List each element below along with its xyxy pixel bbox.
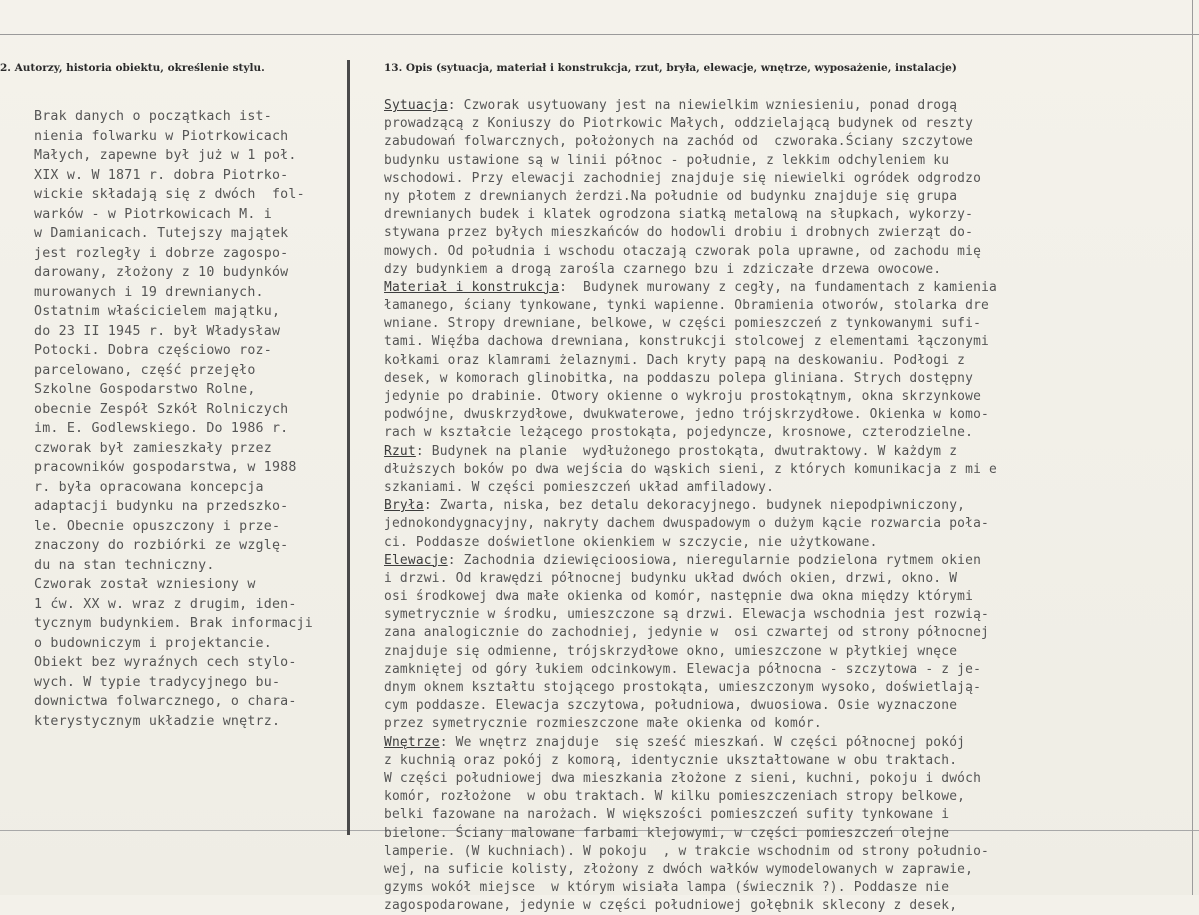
description-line	[384, 152, 997, 170]
description-line	[384, 606, 997, 624]
description-line	[384, 588, 997, 606]
description-text: przez symetrycznie rozmieszczone małe okienka od komór.	[384, 716, 822, 732]
description-line	[384, 243, 997, 261]
history-line: Małych, zapewne był już w 1 poł.	[34, 148, 297, 163]
history-line: adaptacji budynku na przedszko-	[34, 499, 289, 514]
description-line	[384, 788, 997, 806]
description-text: : Budynek na planie wydłużonego prostokąta, dwutraktowy. W każdym z	[415, 443, 958, 459]
history-line: wych. W typie tradycyjnego bu-	[34, 674, 281, 690]
history-line: darowany, złożony z 10 budynków	[34, 265, 289, 280]
history-line: do 23 II 1945 r. był Władysław	[34, 323, 281, 339]
description-line	[384, 806, 997, 824]
description-text: budynku ustawione są w linii północ - południe, z lekkim odchyleniem ku	[384, 152, 950, 168]
description-line	[384, 115, 997, 133]
description-text: zamkniętej od góry łukiem odcinkowym. Elewacja północna - szczytowa - z je-	[384, 661, 982, 677]
section-label: Rzut	[384, 443, 416, 459]
description-line	[384, 297, 997, 315]
description-text: jedynie po drabinie. Otwory okienne o wykroju prostokątnym, okna skrzynkowe	[384, 389, 982, 404]
history-line: obecnie Zespół Szkół Rolniczych	[34, 401, 289, 417]
description-line	[384, 861, 997, 879]
section-label: Elewacje	[384, 552, 448, 568]
history-line: Brak danych o początkach ist-	[34, 109, 272, 124]
description-line	[384, 497, 997, 515]
description-text: znajduje się odmienne, trójskrzydłowe okno, umieszczone w płytkiej wnęce	[384, 643, 958, 659]
description-text: łamanego, ściany tynkowane, tynki wapienne. Obramienia otworów, stolarka dre	[384, 298, 990, 314]
history-line: downictwa folwarcznego, o chara-	[34, 694, 297, 709]
history-line: w Damianicach. Tutejszy majątek	[34, 226, 289, 241]
description-text: W części południowej dwa mieszkania złożone z sieni, kuchni, pokoju i dwóch	[384, 770, 982, 786]
section-label: Wnętrze	[384, 734, 440, 750]
description-line	[384, 661, 997, 679]
history-line: czworak był zamieszkały przez	[34, 440, 272, 456]
description-text: dłuższych boków po dwa wejścia do wąskich sieni, z których komunikacja z mi e	[384, 461, 997, 477]
description-text: : Czworak usytuowany jest na niewielkim wzniesieniu, ponad drogą	[447, 98, 958, 113]
description-line	[384, 624, 997, 642]
description-text: komór, rozłożone w obu traktach. W kilku pomieszczeniach stropy belkowe,	[384, 789, 966, 805]
description-line	[384, 752, 997, 770]
history-line: warków - w Piotrkowicach M. i	[34, 206, 272, 222]
description-line	[384, 170, 997, 188]
description-line	[384, 461, 997, 479]
section-header-history: 2. Autorzy, historia obiektu, określenie stylu.	[0, 62, 265, 74]
description-line	[384, 715, 997, 733]
description-text: wniane. Stropy drewniane, belkowe, w części pomieszczeń z tynkowanymi sufi-	[384, 316, 982, 332]
history-line: le. Obecnie opuszczony i prze-	[34, 518, 281, 534]
description-line	[384, 643, 997, 661]
history-column	[34, 107, 313, 731]
history-line: du na stan techniczny.	[34, 557, 215, 573]
description-line	[384, 897, 997, 915]
description-line	[384, 697, 997, 715]
description-column	[384, 97, 997, 915]
description-text: szkaniami. W części pomieszczeń układ amfiladowy.	[384, 479, 775, 495]
description-text: i drzwi. Od krawędzi północnej budynku układ dwóch okien, drzwi, okno. W	[384, 570, 958, 586]
description-line	[384, 734, 997, 752]
history-line: im. E. Godlewskiego. Do 1986 r.	[34, 421, 289, 436]
description-text: zabudowań folwarcznych, położonych na zachód od czworaka.Ściany szczytowe	[384, 134, 974, 150]
history-line: o budowniczym i projektancie.	[34, 635, 272, 651]
description-line	[384, 315, 997, 333]
description-text: wej, na suficie kolisty, złożony z dwóch wałków wymodelowanych w zaprawie,	[384, 861, 974, 877]
description-text: : Zwarta, niska, bez detalu dekoracyjnego. budynek niepodpiwniczony,	[423, 498, 966, 514]
description-text: dnym oknem kształtu stojącego prostokąta, umieszczonym wysoko, doświetlają-	[384, 680, 982, 695]
description-text: belki fazowane na narożach. W większości pomieszczeń sufity tynkowane i	[384, 807, 950, 823]
description-text: jednokondygnacyjny, nakryty dachem dwuspadowym o dużym kącie rozwarcia poła-	[384, 516, 990, 532]
history-line: Szkolne Gospodarstwo Rolne,	[34, 382, 256, 397]
description-line	[384, 843, 997, 861]
description-line	[384, 261, 997, 279]
description-text: z kuchnią oraz pokój z komorą, identycznie ukształtowane w obu traktach.	[384, 752, 958, 768]
column-divider	[347, 60, 350, 835]
description-line	[384, 770, 997, 788]
top-border-line	[0, 34, 1199, 35]
description-text: rach w kształcie leżącego prostokąta, pojedyncze, krosnowe, czterodzielne.	[384, 425, 974, 441]
description-line	[384, 443, 997, 461]
description-text: tami. Więźba dachowa drewniana, konstrukcji stolcowej z elementami łączonymi	[384, 334, 990, 350]
description-text: gzyms wokół miejsce w którym wisiała lampa (świecznik ?). Poddasze nie	[384, 880, 950, 896]
section-label: Materiał i konstrukcja	[384, 279, 560, 295]
description-text: : Budynek murowany z cegły, na fundamentach z kamienia	[559, 279, 997, 295]
history-line: tycznym budynkiem. Brak informacji	[34, 616, 313, 631]
description-line	[384, 479, 997, 497]
description-line	[384, 333, 997, 351]
history-line: kterystycznym układzie wnętrz.	[34, 713, 281, 729]
description-text: desek, w komorach glinobitka, na poddaszu polepa gliniana. Strych dostępny	[384, 370, 974, 386]
history-line: Czworak został wzniesiony w	[34, 577, 256, 592]
description-line	[384, 188, 997, 206]
history-line: parcelowano, część przejęło	[34, 362, 256, 378]
description-line	[384, 370, 997, 388]
description-line	[384, 206, 997, 224]
description-line	[384, 133, 997, 151]
description-line	[384, 825, 997, 843]
description-text: symetrycznie w środku, umieszczone są drzwi. Elewacja wschodnia jest rozwią-	[384, 607, 990, 623]
description-text: wschodowi. Przy elewacji zachodniej znajduje się niewielki ogródek odgrodzo	[384, 170, 982, 186]
description-text: zana analogicznie do zachodniej, jedynie w osi czwartej od strony północnej	[384, 625, 990, 641]
description-text: osi środkowej dwa małe okienka od komór, następnie dwa okna między którymi	[384, 589, 974, 605]
right-border-line	[1192, 0, 1193, 895]
description-text: cym poddasze. Elewacja szczytowa, południowa, dwuosiowa. Osie wyznaczone	[384, 698, 958, 714]
history-line: nienia folwarku w Piotrkowicach	[34, 128, 289, 144]
history-line: znaczony do rozbiórki ze wzglę-	[34, 538, 289, 553]
description-line	[384, 570, 997, 588]
description-line	[384, 352, 997, 370]
description-line	[384, 406, 997, 424]
description-line	[384, 279, 997, 297]
history-line: jest rozległy i dobrze zagospo-	[34, 245, 289, 261]
description-text: prowadzącą z Koniuszy do Piotrkowic Małych, oddzielającą budynek od reszty	[384, 116, 974, 132]
description-text: bielone. Ściany malowane farbami klejowymi, w części pomieszczeń olejne	[384, 825, 950, 841]
section-header-description: 13. Opis (sytuacja, materiał i konstrukcja, rzut, bryła, elewacje, wnętrze, wyposażenie, instalacje)	[384, 62, 957, 74]
description-text: lamperie. (W kuchniach). W pokoju , w trakcie wschodnim od strony południo-	[384, 843, 990, 859]
description-text: ny płotem z drewnianych żerdzi.Na południe od budynku znajduje się grupa	[384, 188, 958, 204]
description-text: podwójne, dwuskrzydłowe, dwukwaterowe, jedno trójskrzydłowe. Okienka w komo-	[384, 407, 990, 423]
history-line: pracowników gospodarstwa, w 1988	[34, 460, 297, 475]
description-text: ci. Poddasze doświetlone okienkiem w szczycie, nie użytkowane.	[384, 534, 878, 550]
description-text: mowych. Od południa i wschodu otaczają czworak pola uprawne, od zachodu mię	[384, 243, 982, 259]
section-label: Sytuacja	[384, 98, 448, 113]
description-line	[384, 515, 997, 533]
history-line: Ostatnim właścicielem majątku,	[34, 304, 281, 319]
description-text: : Zachodnia dziewięcioosiowa, nieregularnie podzielona rytmem okien	[447, 552, 982, 568]
history-line: XIX w. W 1871 r. dobra Piotrko-	[34, 167, 289, 183]
description-line	[384, 679, 997, 697]
description-line	[384, 97, 997, 115]
history-line: 1 ćw. XX w. wraz z drugim, iden-	[34, 596, 297, 612]
description-line	[384, 424, 997, 442]
description-line	[384, 224, 997, 242]
section-label: Bryła	[384, 498, 424, 514]
history-line: murowanych i 19 drewnianych.	[34, 284, 264, 300]
history-line: Potocki. Dobra częściowo roz-	[34, 343, 272, 358]
description-text: zagospodarowane, jedynie w części południowej gołębnik sklecony z desek,	[384, 898, 958, 914]
history-line: Obiekt bez wyraźnych cech stylo-	[34, 655, 297, 670]
description-line	[384, 534, 997, 552]
description-text: drewnianych budek i klatek ogrodzona siatką metalową na słupkach, wykorzy-	[384, 207, 974, 223]
description-line	[384, 388, 997, 406]
history-line: wickie składają się z dwóch fol-	[34, 187, 305, 202]
description-line	[384, 552, 997, 570]
description-text: : We wnętrz znajduje się sześć mieszkań. W części północnej pokój	[439, 734, 966, 750]
description-text: stywana przez byłych mieszkańców do hodowli drobiu i drobnych zwierząt do-	[384, 225, 974, 241]
description-text: kołkami oraz klamrami żelaznymi. Dach kryty papą na deskowaniu. Podłogi z	[384, 352, 966, 368]
description-text: dzy budynkiem a drogą zarośla czarnego bzu i zdziczałe drzewa owocowe.	[384, 261, 942, 277]
history-line: r. była opracowana koncepcja	[34, 479, 264, 495]
